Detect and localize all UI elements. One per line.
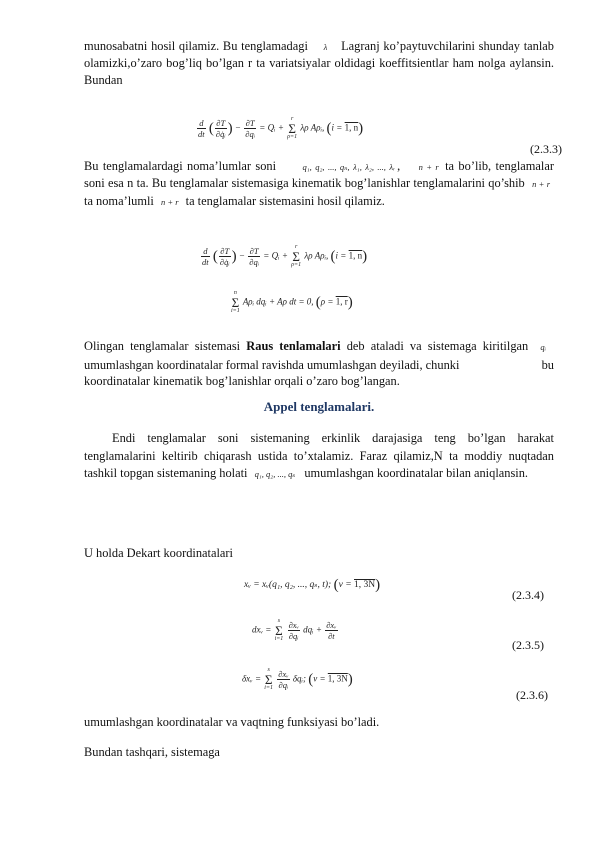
text-run: Bundan tashqari, sistemaga	[84, 745, 220, 759]
n-plus-r: n + r	[532, 179, 551, 190]
n-plus-r: n + r	[160, 196, 179, 207]
text-run: bu	[541, 357, 554, 372]
text-run: Lagranj ko’paytuvchilarini shunday tanlab olamizki,o’zaro bog’liq bo’lgan r ta variatsiyalar oldidagi koeffitsientlar ham nolga aylansin. Bundan	[84, 39, 554, 87]
equation-2-3-5: dxᵥ = s Σ i=1 $\frac{\text{∂xᵥ}}{\text{∂qᵢ}}$ dqᵢ + $\frac{\text{∂xᵥ}}{\partial t}$	[252, 618, 337, 642]
equation-number: (2.3.3)	[530, 142, 562, 156]
paragraph-system	[84, 744, 554, 760]
paragraph-cartesian	[84, 545, 554, 561]
text-run: Bu tenglamalardagi noma’lumlar soni	[84, 159, 277, 173]
equation-2-3-4: xᵥ = xᵥ(q₁, q₂, ..., qₛ, t); (ν = 1, 3N)	[244, 577, 381, 593]
text-run: ta bo’lib, tenglamalar soni esa n ta. Bu tenglamalar sistemasiga kinematik bog’lanishlar tenglamalarini qo’shib	[84, 159, 554, 191]
equation-system-row-2: n Σ i=1 Aρᵢ dqᵢ + Aρ dt = 0, (ρ = 1, r)	[231, 290, 353, 314]
text-run: ta noma’lumli	[84, 193, 154, 208]
paragraph-appel-intro	[84, 430, 554, 484]
section-heading: Appel tenglamalari.	[263, 399, 375, 414]
text-run: deb ataladi va sistemaga kiritilgan	[346, 339, 529, 353]
unknowns-list: q₁, q₂, ..., qₙ, λ₁, λ₂, ..., λᵣ	[302, 162, 396, 172]
equation-2-3-3: $\frac{d}{dt}$ ( $\frac{\partial T}{\text{∂q̇ᵢ}}$ ) − $\frac{\partial T}{\text{∂qᵢ}}$ = Qᵢ + r Σ ρ=1 λρ Aρᵢ, (i = 1, n)	[198, 116, 364, 140]
text-run: umumlashgan koordinatalar va vaqtning funksiyasi bo’ladi.	[84, 715, 380, 729]
text-run: ,	[397, 159, 401, 173]
equation-2-3-6: δxᵥ = s Σ i=1 $\frac{\text{∂xᵥ}}{\text{∂qᵢ}}$ δqᵢ; (ν = 1, 3N)	[242, 667, 353, 691]
text-run: U holda Dekart koordinatalari	[84, 546, 233, 560]
text-run: koordinatalar kinematik bog’lanishlar orqali o’zaro bog’langan.	[84, 374, 400, 388]
equation-number: (2.3.6)	[516, 688, 548, 702]
paragraph-raus-continued	[84, 373, 554, 389]
q-i-symbol: qᵢ	[540, 342, 546, 352]
generalized-coords: q₁, q₂, ..., qₛ	[254, 469, 296, 479]
equation-number: (2.3.4)	[512, 588, 544, 602]
equation-number: (2.3.5)	[512, 638, 544, 652]
text-run: ta tenglamalar sistemasini hosil qilamiz.	[185, 193, 385, 208]
equation-system-row-1: $\frac{d}{dt}$ ( $\frac{\partial T}{\text{∂q̇ᵢ}}$ ) − $\frac{\partial T}{\text{∂qᵢ}}$ = Qᵢ + r Σ ρ=1 λρ Aρᵢ, (i = 1, n)	[202, 244, 368, 268]
paragraph-raus-equations	[84, 338, 554, 374]
text-run: umumlashgan koordinatalar bilan aniqlansin.	[304, 466, 529, 480]
n-plus-r: n + r	[418, 162, 439, 172]
text-run: Olingan tenglamalar sistemasi	[84, 339, 241, 353]
text-run: Endi tenglamalar soni sistemaning erkinlik darajasiga teng bo’lgan harakat tenglamalarini keltirib chiqarash ustida to’xtalamiz. Faraz qilamiz,N ta moddiy nuqtadan tashkil topgan sistemaning holati	[84, 431, 554, 480]
lambda-symbol: λ	[323, 42, 328, 52]
paragraph-unknowns	[84, 158, 554, 210]
paragraph-functions	[84, 714, 554, 730]
raus-term: Raus tenlamalari	[246, 339, 341, 353]
text-run: munosabatni hosil qilamiz. Bu tenglamadagi	[84, 39, 308, 53]
text-run: umumlashgan koordinatalar formal ravishda umumlashgan deyiladi, chunki	[84, 357, 460, 372]
paragraph-lagrange-multipliers	[84, 38, 554, 88]
